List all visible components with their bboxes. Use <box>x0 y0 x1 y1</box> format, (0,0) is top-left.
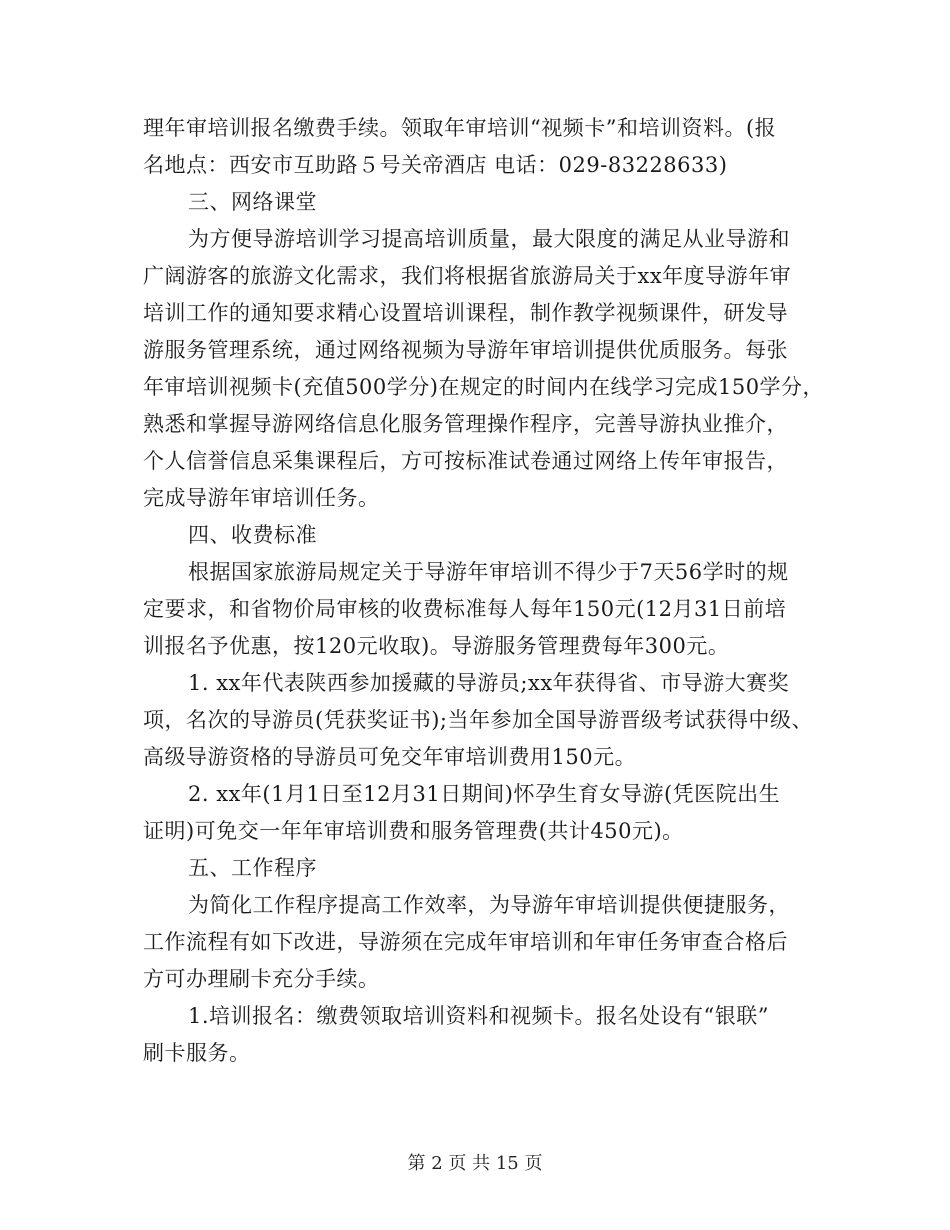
page-number-footer: 第 2 页 共 15 页 <box>407 1153 543 1174</box>
text-line-20: 证明)可免交一年年审培训费和服务管理费(共计450元)。 <box>143 819 684 843</box>
text-line-24: 方可办理刷卡充分手续。 <box>143 967 380 991</box>
text-line-22: 为简化工作程序提高工作效率，为导游年审培训提供便捷服务， <box>188 893 790 917</box>
text-line-10: 个人信誉信息采集课程后，方可按标准试卷通过网络上传年审报告， <box>143 449 788 473</box>
text-line-13: 根据国家旅游局规定关于导游年审培训不得少于7天56学时的规 <box>188 560 789 584</box>
text-line-18: 高级导游资格的导游员可免交年审培训费用150元。 <box>143 745 637 769</box>
text-line-8: 年审培训视频卡(充值500学分)在规定的时间内在线学习完成150学分， <box>143 375 825 399</box>
text-line-6: 培训工作的通知要求精心设置培训课程，制作教学视频课件，研发导 <box>143 301 788 325</box>
text-line-4: 为方便导游培训学习提高培训质量，最大限度的满足从业导游和 <box>188 227 790 251</box>
text-line-1: 理年审培训报名缴费手续。领取年审培训“视频卡”和培训资料。(报 <box>143 116 777 140</box>
section-heading-4: 四、收费标准 <box>188 523 317 547</box>
text-line-23: 工作流程有如下改进，导游须在完成年审培训和年审任务审查合格后 <box>143 930 788 954</box>
text-line-19: 2. xx年(1月1日至12月31日期间)怀孕生育女导游(凭医院出生 <box>188 782 781 806</box>
text-line-25: 1.培训报名：缴费领取培训资料和视频卡。报名处设有“银联” <box>188 1004 770 1028</box>
text-line-16: 1. xx年代表陕西参加援藏的导游员;xx年获得省、市导游大赛奖 <box>188 671 790 695</box>
text-line-7: 游服务管理系统，通过网络视频为导游年审培训提供优质服务。每张 <box>143 338 788 362</box>
text-line-17: 项，名次的导游员(凭获奖证书);当年参加全国导游晋级考试获得中级、 <box>143 708 813 732</box>
section-heading-3: 三、网络课堂 <box>188 190 317 214</box>
section-heading-5: 五、工作程序 <box>188 856 317 880</box>
text-line-11: 完成导游年审培训任务。 <box>143 486 380 510</box>
text-line-15: 训报名予优惠，按120元收取)。导游服务管理费每年300元。 <box>143 634 730 658</box>
text-line-9: 熟悉和掌握导游网络信息化服务管理操作程序，完善导游执业推介， <box>143 412 788 436</box>
text-line-14: 定要求，和省物价局审核的收费标准每人每年150元(12月31日前培 <box>143 597 787 621</box>
text-line-2: 名地点：西安市互助路５号关帝酒店 电话：029-83228633) <box>143 153 728 177</box>
text-line-26: 刷卡服务。 <box>143 1041 251 1065</box>
text-line-5: 广阔游客的旅游文化需求，我们将根据省旅游局关于xx年度导游年审 <box>143 264 792 288</box>
